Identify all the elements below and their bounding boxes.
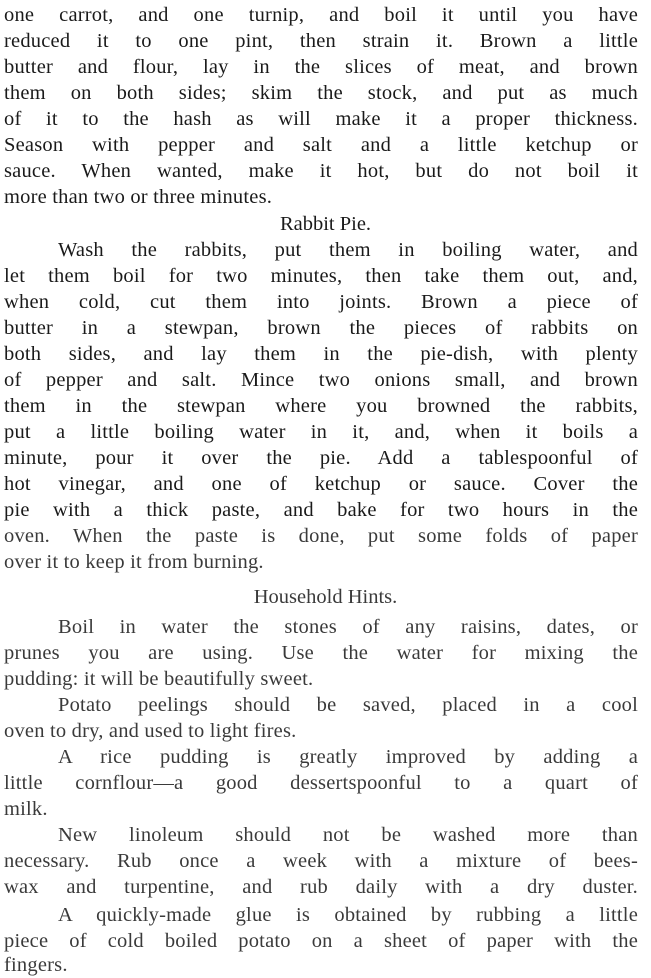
text-line: when cold, cut them into joints. Brown a piece of xyxy=(4,291,638,313)
text-line: more than two or three minutes. xyxy=(4,186,273,208)
text-line: little cornflour—a good dessertspoonful to a quart of xyxy=(4,772,638,794)
text-line: prunes you are using. Use the water for mixing the xyxy=(4,642,638,664)
text-line: reduced it to one pint, then strain it. Brown a little xyxy=(4,30,638,52)
text-line: over it to keep it from burning. xyxy=(4,551,264,573)
text-line: pudding: it will be beautifully sweet. xyxy=(4,668,314,690)
text-line: of it to the hash as will make it a proper thickness. xyxy=(4,108,638,130)
text-line: Boil in water the stones of any raisins, dates, or xyxy=(58,616,638,638)
text-line: butter in a stewpan, brown the pieces of rabbits on xyxy=(4,317,638,339)
text-line: pie with a thick paste, and bake for two hours in the xyxy=(4,499,638,521)
text-line: butter and flour, lay in the slices of meat, and brown xyxy=(4,56,638,78)
text-line: New linoleum should not be washed more than xyxy=(58,824,638,846)
text-line: fingers. xyxy=(4,954,68,976)
text-line: one carrot, and one turnip, and boil it until you have xyxy=(4,4,638,26)
text-line: both sides, and lay them in the pie-dish, with plenty xyxy=(4,343,638,365)
text-line: A rice pudding is greatly improved by adding a xyxy=(58,746,638,768)
text-line: hot vinegar, and one of ketchup or sauce. Cover the xyxy=(4,473,638,495)
text-line: put a little boiling water in it, and, when it boils a xyxy=(4,421,638,443)
text-line: let them boil for two minutes, then take them out, and, xyxy=(4,265,638,287)
text-line: minute, pour it over the pie. Add a tablespoonful of xyxy=(4,447,638,469)
text-line: wax and turpentine, and rub daily with a dry duster. xyxy=(4,876,638,898)
text-line: piece of cold boiled potato on a sheet of paper with the xyxy=(4,930,638,952)
text-line: A quickly-made glue is obtained by rubbing a little xyxy=(58,904,638,926)
text-line: them on both sides; skim the stock, and put as much xyxy=(4,82,638,104)
text-line: necessary. Rub once a week with a mixture of bees- xyxy=(4,850,638,872)
text-line: oven. When the paste is done, put some folds of paper xyxy=(4,525,638,547)
text-line: milk. xyxy=(4,798,48,820)
section-title-household-hints: Household Hints. xyxy=(253,586,398,608)
text-line: of pepper and salt. Mince two onions small, and brown xyxy=(4,369,638,391)
section-title-rabbit-pie: Rabbit Pie. xyxy=(279,213,372,235)
text-line: Wash the rabbits, put them in boiling water, and xyxy=(58,239,638,261)
text-line: sauce. When wanted, make it hot, but do not boil it xyxy=(4,160,638,182)
text-line: oven to dry, and used to light fires. xyxy=(4,720,297,742)
text-line: Season with pepper and salt and a little ketchup or xyxy=(4,134,638,156)
text-line: Potato peelings should be saved, placed in a cool xyxy=(58,694,638,716)
text-line: them in the stewpan where you browned the rabbits, xyxy=(4,395,638,417)
